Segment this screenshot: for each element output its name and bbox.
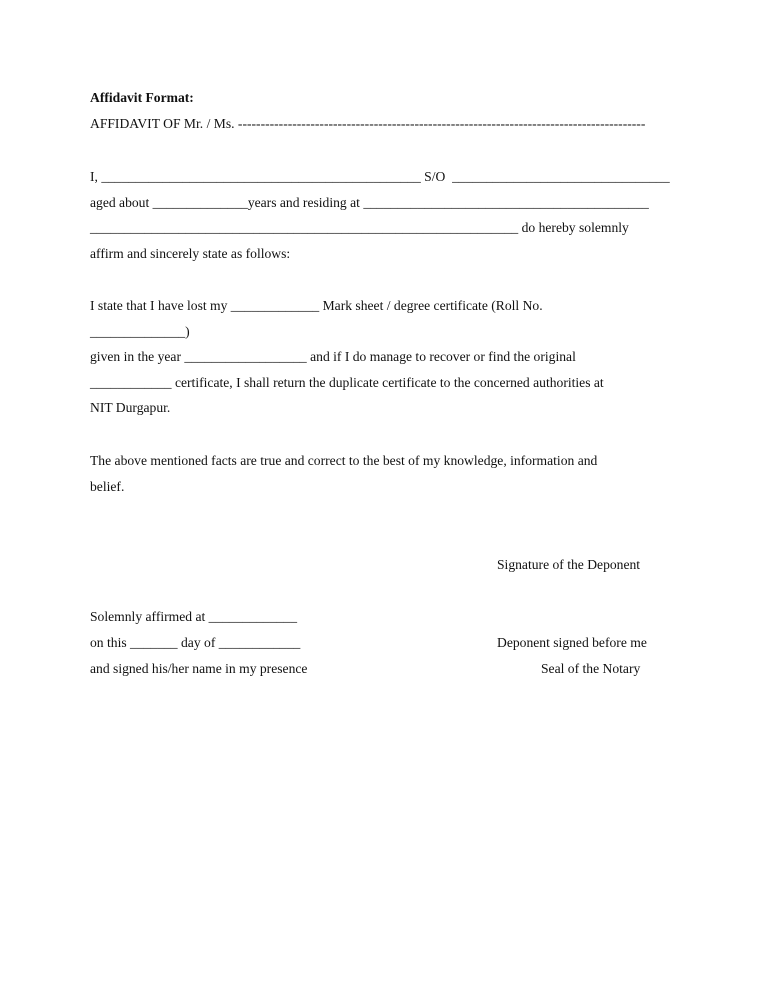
signature-of-deponent: Signature of the Deponent: [497, 557, 641, 572]
para1-line: I, _______________________________________________ S/O ________________________________: [90, 169, 670, 184]
para2-line: ____________ certificate, I shall return the duplicate certificate to the concerned authorities at: [90, 375, 604, 390]
para1-line: _______________________________________________________________ do hereby solemnly: [90, 220, 629, 235]
deponent-signed-before-me: Deponent signed before me: [497, 635, 647, 650]
para3-line: belief.: [90, 479, 125, 494]
para2-line: I state that I have lost my _____________ Mark sheet / degree certificate (Roll No.: [90, 298, 543, 313]
para2-line: ______________): [90, 324, 190, 339]
para1-line: affirm and sincerely state as follows:: [90, 246, 291, 261]
affidavit-of-line: AFFIDAVIT OF Mr. / Ms. ------------------------------------------------------------------------------------------: [90, 116, 646, 131]
seal-of-notary: Seal of the Notary: [541, 661, 641, 676]
para2-line: NIT Durgapur.: [90, 400, 171, 415]
solemnly-affirmed-line: Solemnly affirmed at _____________: [90, 609, 298, 624]
para3-line: The above mentioned facts are true and correct to the best of my knowledge, information and: [90, 453, 598, 468]
on-this-day-line: on this _______ day of ____________: [90, 635, 301, 650]
para2-line: given in the year __________________ and if I do manage to recover or find the original: [90, 349, 576, 364]
heading: Affidavit Format:: [90, 90, 194, 105]
para1-line: aged about ______________years and residing at __________________________________________: [90, 195, 649, 210]
signed-presence-line: and signed his/her name in my presence: [90, 661, 308, 676]
